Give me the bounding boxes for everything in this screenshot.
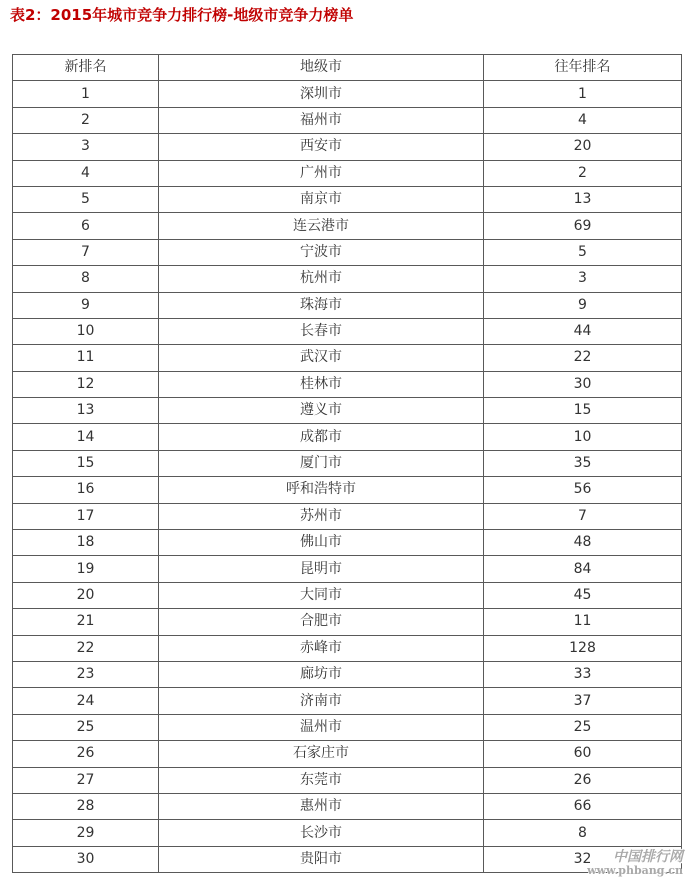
cell-new-rank: 17 bbox=[13, 503, 159, 529]
table-row bbox=[13, 213, 682, 239]
table-row bbox=[13, 767, 682, 793]
ranking-table bbox=[12, 54, 682, 873]
cell-city: 苏州市 bbox=[159, 503, 484, 529]
watermark-brand: 中国排行网 bbox=[613, 849, 683, 866]
cell-previous-rank: 44 bbox=[484, 318, 682, 344]
cell-new-rank: 25 bbox=[13, 714, 159, 740]
cell-city: 贵阳市 bbox=[159, 846, 484, 872]
table-row bbox=[13, 688, 682, 714]
table-row bbox=[13, 424, 682, 450]
header-new-rank: 新排名 bbox=[13, 55, 159, 81]
table-row bbox=[13, 371, 682, 397]
cell-previous-rank: 60 bbox=[484, 741, 682, 767]
cell-previous-rank: 25 bbox=[484, 714, 682, 740]
table-row bbox=[13, 741, 682, 767]
cell-new-rank: 30 bbox=[13, 846, 159, 872]
cell-new-rank: 3 bbox=[13, 134, 159, 160]
cell-new-rank: 6 bbox=[13, 213, 159, 239]
table-row bbox=[13, 793, 682, 819]
cell-previous-rank: 15 bbox=[484, 398, 682, 424]
table-row bbox=[13, 503, 682, 529]
table-row bbox=[13, 107, 682, 133]
cell-previous-rank: 37 bbox=[484, 688, 682, 714]
cell-city: 廊坊市 bbox=[159, 661, 484, 687]
cell-city: 南京市 bbox=[159, 186, 484, 212]
cell-city: 厦门市 bbox=[159, 450, 484, 476]
page-title: 表2：2015年城市竞争力排行榜-地级市竞争力榜单 bbox=[10, 6, 354, 24]
table-row bbox=[13, 450, 682, 476]
cell-new-rank: 21 bbox=[13, 609, 159, 635]
cell-city: 合肥市 bbox=[159, 609, 484, 635]
cell-city: 长春市 bbox=[159, 318, 484, 344]
cell-previous-rank: 13 bbox=[484, 186, 682, 212]
cell-previous-rank: 26 bbox=[484, 767, 682, 793]
cell-previous-rank: 4 bbox=[484, 107, 682, 133]
table-row bbox=[13, 345, 682, 371]
cell-previous-rank: 56 bbox=[484, 477, 682, 503]
cell-previous-rank: 7 bbox=[484, 503, 682, 529]
cell-new-rank: 2 bbox=[13, 107, 159, 133]
cell-previous-rank: 66 bbox=[484, 793, 682, 819]
cell-new-rank: 5 bbox=[13, 186, 159, 212]
cell-city: 成都市 bbox=[159, 424, 484, 450]
cell-previous-rank: 69 bbox=[484, 213, 682, 239]
cell-new-rank: 28 bbox=[13, 793, 159, 819]
cell-new-rank: 27 bbox=[13, 767, 159, 793]
cell-new-rank: 26 bbox=[13, 741, 159, 767]
cell-new-rank: 8 bbox=[13, 266, 159, 292]
table-row bbox=[13, 160, 682, 186]
cell-city: 福州市 bbox=[159, 107, 484, 133]
table-row bbox=[13, 239, 682, 265]
cell-city: 石家庄市 bbox=[159, 741, 484, 767]
table-row bbox=[13, 477, 682, 503]
cell-previous-rank: 3 bbox=[484, 266, 682, 292]
cell-city: 长沙市 bbox=[159, 820, 484, 846]
cell-city: 昆明市 bbox=[159, 556, 484, 582]
cell-new-rank: 18 bbox=[13, 530, 159, 556]
cell-city: 东莞市 bbox=[159, 767, 484, 793]
cell-previous-rank: 33 bbox=[484, 661, 682, 687]
table-row bbox=[13, 582, 682, 608]
table-row bbox=[13, 556, 682, 582]
cell-city: 温州市 bbox=[159, 714, 484, 740]
cell-previous-rank: 22 bbox=[484, 345, 682, 371]
cell-city: 赤峰市 bbox=[159, 635, 484, 661]
cell-new-rank: 10 bbox=[13, 318, 159, 344]
cell-previous-rank: 1 bbox=[484, 81, 682, 107]
cell-city: 珠海市 bbox=[159, 292, 484, 318]
cell-city: 宁波市 bbox=[159, 239, 484, 265]
cell-new-rank: 14 bbox=[13, 424, 159, 450]
cell-new-rank: 11 bbox=[13, 345, 159, 371]
cell-city: 惠州市 bbox=[159, 793, 484, 819]
cell-previous-rank: 45 bbox=[484, 582, 682, 608]
cell-previous-rank: 32 bbox=[484, 846, 682, 872]
cell-new-rank: 19 bbox=[13, 556, 159, 582]
cell-city: 广州市 bbox=[159, 160, 484, 186]
cell-previous-rank: 8 bbox=[484, 820, 682, 846]
cell-city: 遵义市 bbox=[159, 398, 484, 424]
cell-previous-rank: 84 bbox=[484, 556, 682, 582]
cell-new-rank: 9 bbox=[13, 292, 159, 318]
site-watermark bbox=[587, 849, 683, 878]
cell-new-rank: 24 bbox=[13, 688, 159, 714]
table-row bbox=[13, 81, 682, 107]
table-row bbox=[13, 134, 682, 160]
cell-previous-rank: 48 bbox=[484, 530, 682, 556]
cell-new-rank: 7 bbox=[13, 239, 159, 265]
cell-city: 杭州市 bbox=[159, 266, 484, 292]
cell-new-rank: 16 bbox=[13, 477, 159, 503]
cell-previous-rank: 9 bbox=[484, 292, 682, 318]
table-row bbox=[13, 318, 682, 344]
table-row bbox=[13, 292, 682, 318]
table-row bbox=[13, 530, 682, 556]
cell-city: 济南市 bbox=[159, 688, 484, 714]
cell-city: 深圳市 bbox=[159, 81, 484, 107]
cell-new-rank: 23 bbox=[13, 661, 159, 687]
cell-new-rank: 22 bbox=[13, 635, 159, 661]
table-row bbox=[13, 609, 682, 635]
cell-new-rank: 29 bbox=[13, 820, 159, 846]
cell-new-rank: 4 bbox=[13, 160, 159, 186]
cell-previous-rank: 10 bbox=[484, 424, 682, 450]
cell-new-rank: 12 bbox=[13, 371, 159, 397]
cell-previous-rank: 128 bbox=[484, 635, 682, 661]
table-row bbox=[13, 186, 682, 212]
watermark-url: www.phbang.cn bbox=[587, 864, 683, 878]
cell-city: 连云港市 bbox=[159, 213, 484, 239]
cell-previous-rank: 30 bbox=[484, 371, 682, 397]
cell-previous-rank: 11 bbox=[484, 609, 682, 635]
cell-new-rank: 15 bbox=[13, 450, 159, 476]
header-city: 地级市 bbox=[159, 55, 484, 81]
cell-city: 大同市 bbox=[159, 582, 484, 608]
cell-city: 西安市 bbox=[159, 134, 484, 160]
cell-city: 桂林市 bbox=[159, 371, 484, 397]
table-row bbox=[13, 398, 682, 424]
table-header-row bbox=[13, 55, 682, 81]
cell-previous-rank: 35 bbox=[484, 450, 682, 476]
table-row bbox=[13, 661, 682, 687]
table-row bbox=[13, 635, 682, 661]
cell-city: 呼和浩特市 bbox=[159, 477, 484, 503]
cell-new-rank: 20 bbox=[13, 582, 159, 608]
header-previous-rank: 往年排名 bbox=[484, 55, 682, 81]
cell-previous-rank: 5 bbox=[484, 239, 682, 265]
cell-previous-rank: 20 bbox=[484, 134, 682, 160]
table-row bbox=[13, 820, 682, 846]
cell-new-rank: 13 bbox=[13, 398, 159, 424]
table-row bbox=[13, 714, 682, 740]
cell-city: 佛山市 bbox=[159, 530, 484, 556]
cell-new-rank: 1 bbox=[13, 81, 159, 107]
table-row bbox=[13, 266, 682, 292]
cell-previous-rank: 2 bbox=[484, 160, 682, 186]
cell-city: 武汉市 bbox=[159, 345, 484, 371]
table-row bbox=[13, 846, 682, 872]
